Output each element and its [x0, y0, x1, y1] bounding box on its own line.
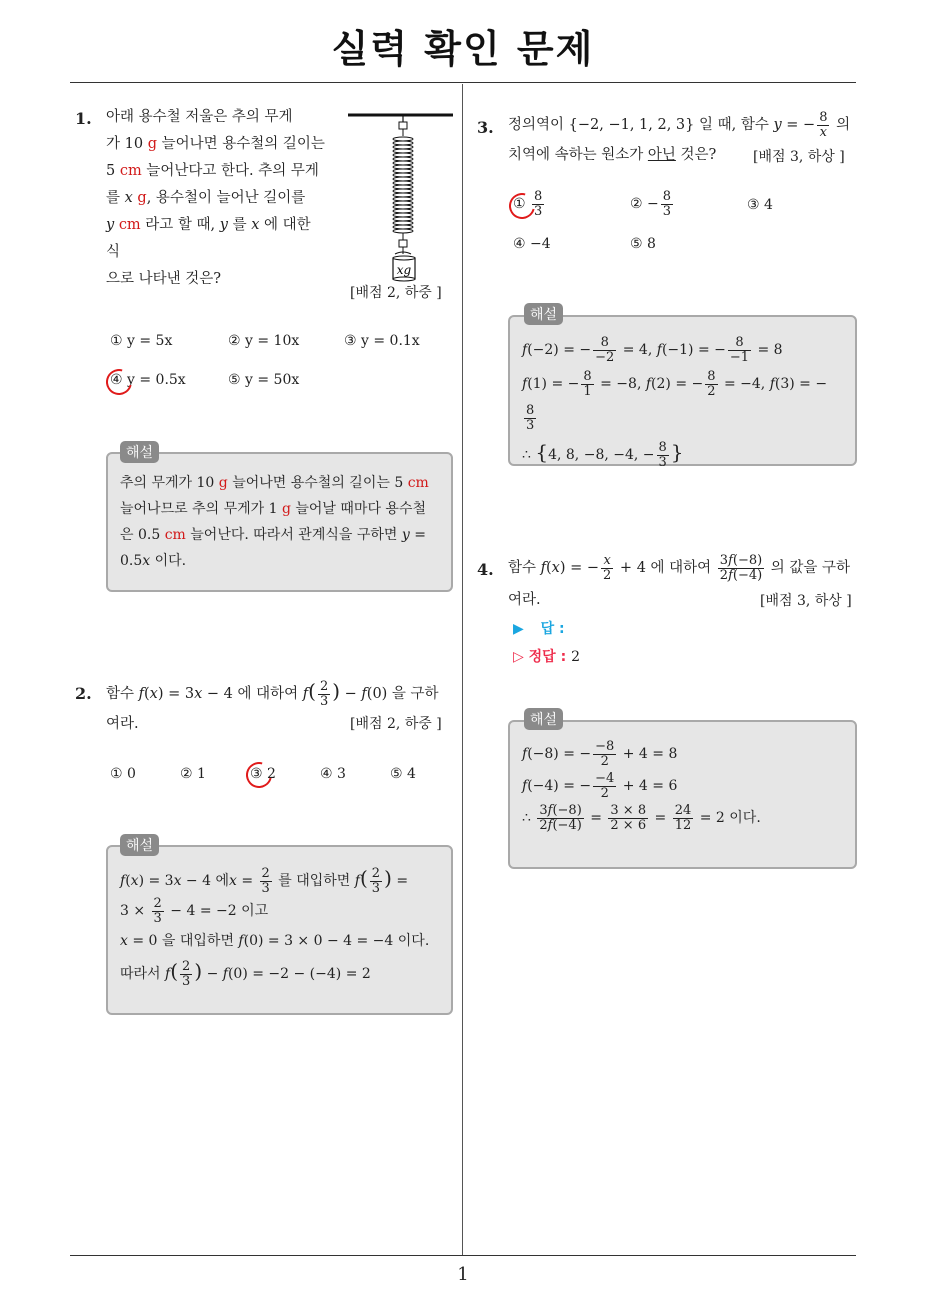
q3-option-4[interactable]: ④ −4 [513, 236, 551, 252]
q3-solution-label: 해설 [524, 303, 563, 325]
q1-line-2: 가 10 g 늘어나면 용수철의 길이는 [106, 136, 325, 152]
q4-correct-label: 정답 : [528, 649, 567, 665]
q2-option-1[interactable]: ① 0 [110, 766, 136, 782]
q2-option-3[interactable]: ③ 2 [250, 766, 276, 782]
q1-option-4[interactable]: ④ y = 0.5x [110, 372, 186, 388]
q1-solution-box [106, 452, 453, 592]
q1-line-1: 아래 용수철 저울은 추의 무게 [106, 109, 293, 125]
q1-sol-line-1: 추의 무게가 10 g 늘어나면 용수철의 길이는 5 cm [120, 475, 429, 491]
q1-line-5: y cm 라고 할 때, y 를 x 에 대한 식 [106, 217, 311, 260]
q3-option-5[interactable]: ⑤ 8 [630, 236, 656, 252]
q2-option-2[interactable]: ② 1 [180, 766, 206, 782]
q1-option-1[interactable]: ① y = 5x [110, 333, 173, 349]
q1-option-2[interactable]: ② y = 10x [228, 333, 300, 349]
question-1-text [106, 104, 328, 293]
page-title: 실력 확인 문제 [331, 27, 595, 71]
q2-option-4[interactable]: ④ 3 [320, 766, 346, 782]
q4-answer-label: 답 : [540, 621, 565, 637]
q3-option-1[interactable]: ① $\frac{8}{3}$ [513, 189, 543, 219]
q1-line-6: 으로 나타낸 것은? [106, 271, 222, 287]
q2-solution-label: 해설 [120, 834, 159, 856]
question-1-number: 1. [75, 109, 92, 128]
question-3-text: 정의역이 {−2, −1, 1, 2, 3} 일 때, 함수 y = − $\frac{8}{x}$ 의 치역에 속하는 원소가 아닌 것은? [508, 109, 851, 163]
bottom-divider [70, 1255, 856, 1256]
question-1-meta: [배점 2, 하중 ] [350, 285, 442, 301]
top-divider [70, 82, 856, 83]
question-4-number: 4. [477, 560, 494, 579]
question-2-number: 2. [75, 684, 92, 703]
q4-solution-box: f(−8) = − $\frac{-8}{2}$ + 4 = 8 f(−4) = − $\frac{-4}{2}$ + 4 = 6 ∴ $\frac{3f(-8)}{2f(-4)}$ = $\frac{3 \times 8}{2 \times 6}$ = $\frac{24}{12}$ = 2 이다. [508, 720, 857, 869]
play-arrow-icon: ▶ [513, 621, 524, 637]
q1-line-4: 를 x g, 용수철이 늘어난 길이를 [106, 190, 306, 206]
q1-option-3[interactable]: ③ y = 0.1x [344, 333, 420, 349]
column-divider [462, 84, 463, 1256]
q1-option-5[interactable]: ⑤ y = 50x [228, 372, 300, 388]
question-2-text: 함수 f(x) = 3x − 4 에 대하여 f( $\frac{2}{3}$ ) − f(0) 을 구하 여라. [106, 678, 439, 732]
q3-solution-box: f(−2) = − $\frac{8}{-2}$ = 4, f(−1) = − $\frac{8}{-1}$ = 8 f(1) = − $\frac{8}{1}$ = −8, f(2) = − $\frac{8}{2}$ = −4, f(3) = − $\frac{8}{3}$ ∴ {4, 8, −8, −4, − $\frac{8}{3}$ } [508, 315, 857, 466]
q1-line-3: 5 cm 늘어난다고 한다. 추의 무게 [106, 163, 319, 179]
q1-sol-line-3: 은 0.5 cm 늘어난다. 따라서 관계식을 구하면 y = [120, 527, 426, 543]
question-4-text: 함수 f(x) = − $\frac{x}{2}$ + 4 에 대하여 $\frac{3f(-8)}{2f(-4)}$ 의 값을 구하 여라. [508, 552, 851, 608]
q1-sol-line-4: 0.5x 이다. [120, 553, 187, 569]
q4-solution-label: 해설 [524, 708, 563, 730]
q2-answer-circle-mark [241, 757, 277, 793]
q4-answer-row[interactable] [513, 618, 565, 638]
q2-option-5[interactable]: ⑤ 4 [390, 766, 416, 782]
weight-label: xg [396, 263, 412, 277]
q4-correct-value: 2 [571, 649, 580, 665]
spring-scale-figure [345, 108, 457, 283]
q3-option-2[interactable]: ② − $\frac{8}{3}$ [630, 189, 672, 219]
page-number: 1 [457, 1264, 469, 1285]
question-3-meta: [배점 3, 하상 ] [753, 149, 845, 165]
q4-correct-row [513, 646, 580, 666]
question-2-meta: [배점 2, 하중 ] [350, 716, 442, 732]
hollow-arrow-icon: ▷ [513, 649, 524, 665]
q3-option-3[interactable]: ③ 4 [747, 197, 773, 213]
q2-solution-box: f(x) = 3x − 4 에x = $\frac{2}{3}$ 를 대입하면 f( $\frac{2}{3}$ ) = 3 × $\frac{2}{3}$ − 4 = −2 이고 x = 0 을 대입하면 f(0) = 3 × 0 − 4 = −4 이다. 따라서 f( $\frac{2}{3}$ ) − f(0) = −2 − (−4) = 2 [106, 845, 453, 1015]
q1-answer-circle-mark [101, 364, 137, 400]
q1-sol-line-2: 늘어나므로 추의 무게가 1 g 늘어날 때마다 용수철 [120, 501, 426, 517]
q1-solution-label: 해설 [120, 441, 159, 463]
question-4-meta: [배점 3, 하상 ] [760, 593, 852, 609]
question-3-number: 3. [477, 118, 494, 137]
